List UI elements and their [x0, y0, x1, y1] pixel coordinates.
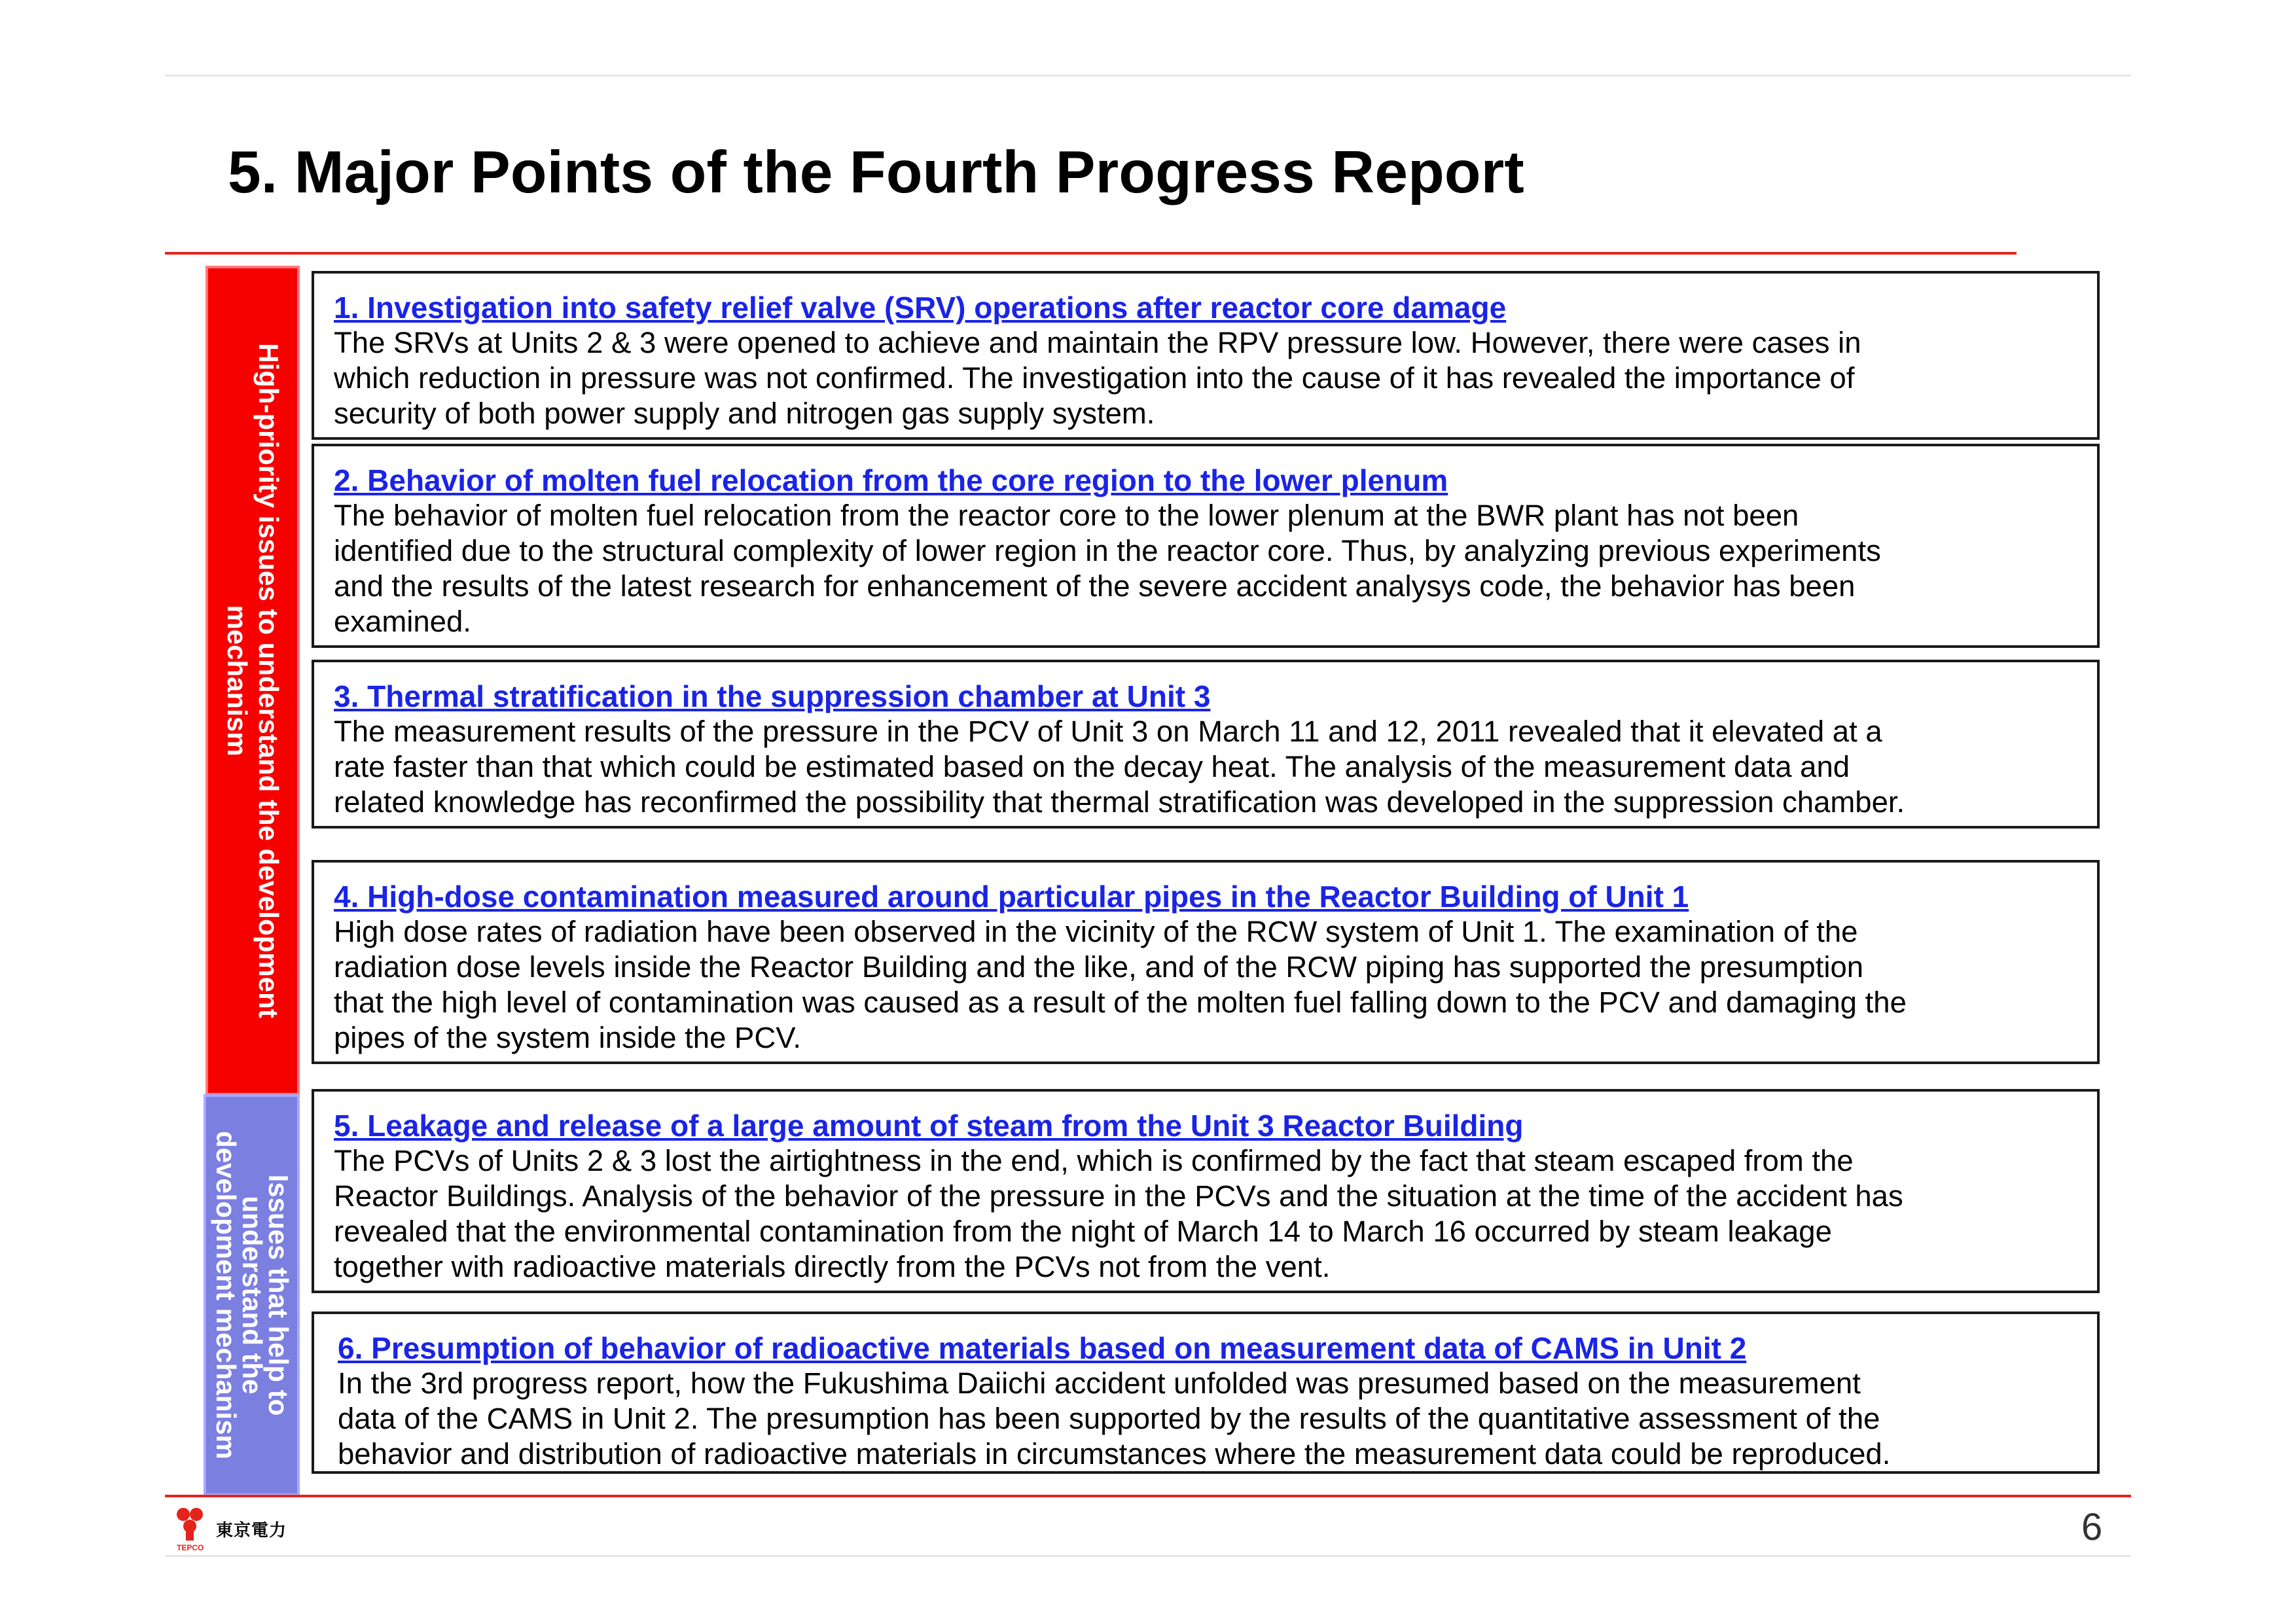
- bottom-divider: [165, 1555, 2131, 1557]
- point-title-3[interactable]: 3. Thermal stratification in the suppression chamber at Unit 3: [334, 679, 1211, 713]
- point-body-1: The SRVs at Units 2 & 3 were opened to achieve and maintain the RPV pressure low. However, there were cases in which reduction in pressure was not confirmed. The investigation into the cause of it has revealed the importance of security of both power supply and nitrogen gas supply system.: [334, 326, 1861, 430]
- high-priority-issues-label: High-priority issues to understand the development mechanism: [222, 343, 284, 1018]
- footer-divider: [165, 1495, 2131, 1497]
- point-box-2: [312, 444, 2100, 648]
- point-box-6: [312, 1311, 2100, 1474]
- point-body-5: The PCVs of Units 2 & 3 lost the airtightness in the end, which is confirmed by the fact that steam escaped from the Reactor Buildings. Analysis of the behavior of the pressure in the PCVs and the situation at the time of the accident has revealed that the environmental contamination from the night of March 14 to March 16 occurred by steam leakage together with radioactive materials directly from the PCVs not from the vent.: [334, 1144, 1903, 1283]
- company-abbreviation: TEPCO: [177, 1543, 204, 1552]
- helpful-issues-label: Issues that help to understand the development mechanism: [210, 1131, 294, 1459]
- point-box-5: [312, 1089, 2100, 1293]
- page-title: 5. Major Points of the Fourth Progress Report: [228, 139, 1524, 205]
- point-body-2: The behavior of molten fuel relocation from the reactor core to the lower plenum at the BWR plant has not been identified due to the structural complexity of lower region in the reactor core. Thus, by analyzing previous experiments and the results of the latest research for enhancement of the severe accident analysys code, the behavior has been examined.: [334, 499, 1881, 638]
- company-name: 東京電力: [216, 1520, 287, 1540]
- top-divider: [165, 75, 2131, 77]
- point-body-6: In the 3rd progress report, how the Fukushima Daiichi accident unfolded was presumed based on the measurement data of the CAMS in Unit 2. The presumption has been supported by the results of the quantitative assessment of the behavior and distribution of radioactive materials in circumstances where the measurement data could be reproduced.: [338, 1366, 1891, 1471]
- point-title-4[interactable]: 4. High-dose contamination measured around particular pipes in the Reactor Building of Unit 1: [334, 880, 1689, 914]
- point-body-4: High dose rates of radiation have been observed in the vicinity of the RCW system of Unit 1. The examination of the radiation dose levels inside the Reactor Building and the like, and of the RCW piping has supported the presumption that the high level of contamination was caused as a result of the molten fuel falling down to the PCV and damaging the pipes of the system inside the PCV.: [334, 915, 1907, 1054]
- point-title-6[interactable]: 6. Presumption of behavior of radioactive materials based on measurement data of CAMS in Unit 2: [338, 1331, 1747, 1365]
- point-title-2[interactable]: 2. Behavior of molten fuel relocation from the core region to the lower plenum: [334, 463, 1448, 497]
- point-title-1[interactable]: 1. Investigation into safety relief valve (SRV) operations after reactor core damage: [334, 291, 1507, 325]
- point-box-3: [312, 660, 2100, 829]
- helpful-issues-label-panel: [204, 1094, 300, 1496]
- title-underline: [165, 252, 2017, 255]
- point-box-1: [312, 271, 2100, 440]
- page-number: 6: [2081, 1506, 2103, 1548]
- point-box-4: [312, 860, 2100, 1064]
- point-title-5[interactable]: 5. Leakage and release of a large amount of steam from the Unit 3 Reactor Building: [334, 1109, 1524, 1143]
- high-priority-issues-label-panel: [206, 266, 300, 1096]
- point-body-3: The measurement results of the pressure in the PCV of Unit 3 on March 11 and 12, 2011 revealed that it elevated at a rate faster than that which could be estimated based on the decay heat. The analysis of the measurement data and related knowledge has reconfirmed the possibility that thermal stratification was developed in the suppression chamber.: [334, 715, 1905, 819]
